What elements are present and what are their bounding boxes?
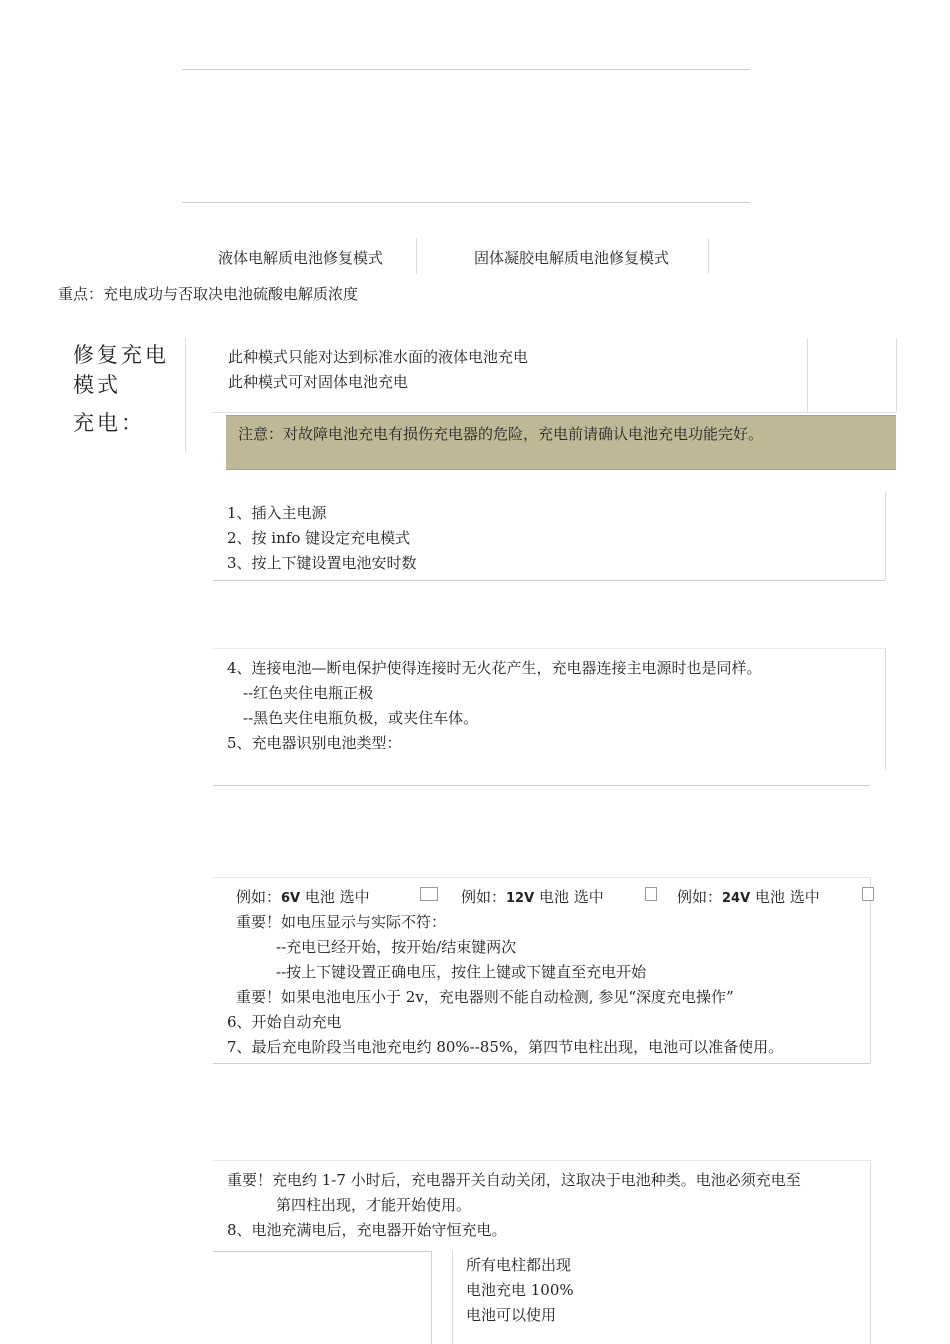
steps-b-bottom bbox=[213, 785, 870, 786]
mode-tab-divider bbox=[416, 238, 417, 274]
steps-a-right-edge bbox=[885, 492, 886, 580]
steps-a-bottom bbox=[213, 580, 885, 581]
mode-desc-line1: 此种模式只能对达到标准水面的液体电池充电 bbox=[228, 348, 529, 366]
example-24v-checkbox[interactable] bbox=[862, 887, 874, 901]
desc-box-far-edge bbox=[896, 338, 897, 412]
example-24v-suffix: 电池 选中 bbox=[754, 888, 820, 906]
side-title-line1: 修复充电 bbox=[73, 343, 169, 367]
step-4-black: --黑色夹住电瓶负极，或夹住车体。 bbox=[243, 709, 479, 727]
key-point: 重点：充电成功与否取决电池硫酸电解质浓度 bbox=[58, 285, 359, 303]
display-frame-right bbox=[431, 1251, 432, 1344]
example-24v-prefix: 例如： bbox=[677, 888, 723, 906]
steps-c-bottom bbox=[213, 1063, 870, 1064]
example-24v bbox=[677, 885, 820, 911]
step-4: 4、连接电池—断电保护使得连接时无火花产生，充电器连接主电源时也是同样。 bbox=[227, 659, 762, 677]
header-top-rule bbox=[182, 69, 750, 70]
example-12v-prefix: 例如： bbox=[461, 888, 507, 906]
step-7: 7、最后充电阶段当电池充电约 80%--85%，第四节电柱出现，电池可以准备使用。 bbox=[227, 1038, 784, 1056]
important-voltage: 重要！如电压显示与实际不符： bbox=[236, 913, 447, 931]
step-4-red: --红色夹住电瓶正极 bbox=[243, 684, 374, 702]
side-divider bbox=[185, 338, 186, 452]
desc-box-right-edge bbox=[807, 338, 808, 412]
mode-tab-liquid: 液体电解质电池修复模式 bbox=[218, 249, 384, 267]
voltage-fix-1: --充电已经开始，按开始/结束键两次 bbox=[276, 938, 517, 956]
important-low-voltage: 重要！如果电池电压小于 2v，充电器则不能自动检测, 参见“深度充电操作” bbox=[236, 988, 734, 1006]
step-8: 8、电池充满电后，充电器开始守恒充电。 bbox=[227, 1221, 507, 1239]
side-title-charge: 充电： bbox=[73, 411, 145, 435]
steps-b-top bbox=[213, 648, 885, 649]
step-1: 1、插入主电源 bbox=[227, 504, 327, 522]
final-status-1: 所有电柱都出现 bbox=[466, 1256, 572, 1274]
warning-text: 注意：对故障电池充电有损伤充电器的危险，充电前请确认电池充电功能完好。 bbox=[238, 425, 764, 443]
step-2: 2、按 info 键设定充电模式 bbox=[227, 529, 411, 547]
final-status-3: 电池可以使用 bbox=[466, 1306, 557, 1324]
example-6v-voltage: 6V bbox=[281, 891, 301, 906]
example-6v-prefix: 例如： bbox=[236, 888, 282, 906]
mode-tab-gel: 固体凝胶电解质电池修复模式 bbox=[474, 249, 670, 267]
mode-tab-divider-right bbox=[708, 238, 709, 274]
side-title-repair bbox=[73, 340, 169, 400]
final-status-2: 电池充电 100% bbox=[466, 1281, 574, 1299]
important-auto-off: 重要！充电约 1-7 小时后，充电器开关自动关闭，这取决于电池种类。电池必须充电至 bbox=[227, 1171, 801, 1189]
example-12v-checkbox[interactable] bbox=[645, 887, 657, 901]
desc-box-bottom bbox=[212, 412, 896, 413]
steps-c-right-edge bbox=[870, 877, 871, 1063]
step-6: 6、开始自动充电 bbox=[227, 1013, 342, 1031]
example-6v-suffix: 电池 选中 bbox=[304, 888, 370, 906]
important-auto-off-cont: 第四柱出现，才能开始使用。 bbox=[276, 1196, 472, 1214]
steps-d-top bbox=[213, 1160, 870, 1161]
display-frame-right-2 bbox=[452, 1251, 453, 1344]
example-6v bbox=[236, 885, 370, 911]
mode-desc-line2: 此种模式可对固体电池充电 bbox=[228, 373, 409, 391]
step-3: 3、按上下键设置电池安时数 bbox=[227, 554, 417, 572]
example-12v-voltage: 12V bbox=[506, 891, 535, 906]
header-bottom-rule bbox=[182, 202, 750, 203]
steps-d-right-edge bbox=[870, 1160, 871, 1344]
display-frame-top bbox=[213, 1251, 431, 1252]
example-24v-voltage: 24V bbox=[722, 891, 751, 906]
example-6v-checkbox[interactable] bbox=[420, 887, 438, 901]
step-5: 5、充电器识别电池类型： bbox=[227, 734, 402, 752]
example-12v bbox=[461, 885, 604, 911]
steps-b-right-edge bbox=[885, 648, 886, 770]
side-title-line2: 模式 bbox=[73, 373, 121, 397]
steps-c-top bbox=[213, 877, 870, 878]
example-12v-suffix: 电池 选中 bbox=[538, 888, 604, 906]
voltage-fix-2: --按上下键设置正确电压，按住上键或下键直至充电开始 bbox=[276, 963, 647, 981]
